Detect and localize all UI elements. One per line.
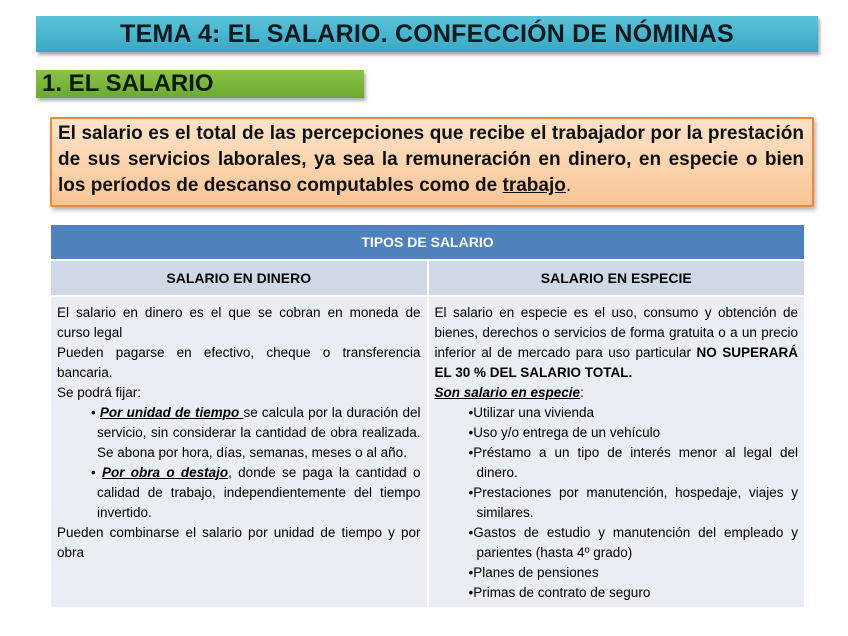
dinero-cell (51, 296, 428, 607)
especie-list-head (435, 383, 799, 403)
dinero-p1: El salario en dinero es el que se cobran en moneda de curso legal (57, 305, 421, 340)
title-bar (36, 16, 818, 52)
dinero-bullet-1: • Por unidad de tiempo se calcula por la duración del servicio, sin considerar la cantidad de obra realizada. Se abona por hora, días, semanas, meses o al año. (91, 405, 421, 460)
dinero-p4: Pueden combinarse el salario por unidad de tiempo y por obra (57, 525, 421, 560)
dinero-bullet-2: • Por obra o destajo, donde se paga la cantidad o calidad de trabajo, independientemente del tiempo invertido. (91, 465, 421, 520)
column-header-dinero: SALARIO EN DINERO (51, 260, 428, 296)
section-title: 1. EL SALARIO (42, 70, 214, 97)
page-title: TEMA 4: EL SALARIO. CONFECCIÓN DE NÓMINAS (120, 19, 734, 48)
bullet-1-term: Por unidad de tiempo (99, 405, 244, 420)
especie-cell (428, 296, 805, 607)
list-item: •Utilizar una vivienda (468, 405, 595, 420)
bullet-2-term: Por obra o destajo (102, 465, 229, 480)
definition-underlined: trabajo (502, 175, 566, 196)
definition-text (58, 121, 804, 199)
table-header: TIPOS DE SALARIO (51, 225, 804, 260)
dinero-p2: Pueden pagarse en efectivo, cheque o transferencia bancaria. (57, 345, 421, 380)
list-item: •Uso y/o entrega de un vehículo (468, 425, 661, 440)
list-item: •Planes de pensiones (468, 565, 599, 580)
list-item: •Prestaciones por manutención, hospedaje, viajes y similares. (468, 485, 798, 520)
salary-types-table (51, 225, 804, 607)
list-item: •Primas de contrato de seguro (468, 585, 651, 600)
especie-list-colon: : (580, 385, 584, 400)
especie-p1-text: El salario en especie es el uso, consumo y obtención de bienes, derechos o servicios de forma gratuita o a un precio inferior al de mercado para uso particular (434, 305, 798, 360)
column-header-especie: SALARIO EN ESPECIE (428, 260, 805, 296)
especie-p1 (435, 303, 799, 383)
list-item: •Gastos de estudio y manutención del empleado y parientes (hasta 4º grado) (468, 525, 798, 560)
dinero-p3: Se podrá fijar: (57, 385, 142, 400)
especie-limit: NO SUPERARÁ EL 30 % DEL SALARIO TOTAL. (434, 345, 798, 380)
definition-body: El salario es el total de las percepciones que recibe el trabajador por la prestación de sus servicios laborales, ya sea la remuneración en dinero, en especie o bien los períodos de descanso computables como de (58, 123, 804, 196)
especie-list-title: Son salario en especie (434, 385, 581, 400)
definition-end: . (565, 175, 572, 196)
section-bar (36, 70, 364, 98)
bullet-1-text: se calcula por la duración del servicio, sin considerar la cantidad de obra realizada. Se abona por hora, días, semanas, meses o al año. (97, 405, 421, 460)
bullet-2-text: , donde se paga la cantidad o calidad de trabajo, independientemente del tiempo invertido. (97, 465, 421, 520)
list-item: •Préstamo a un tipo de interés menor al legal del dinero. (468, 445, 798, 480)
